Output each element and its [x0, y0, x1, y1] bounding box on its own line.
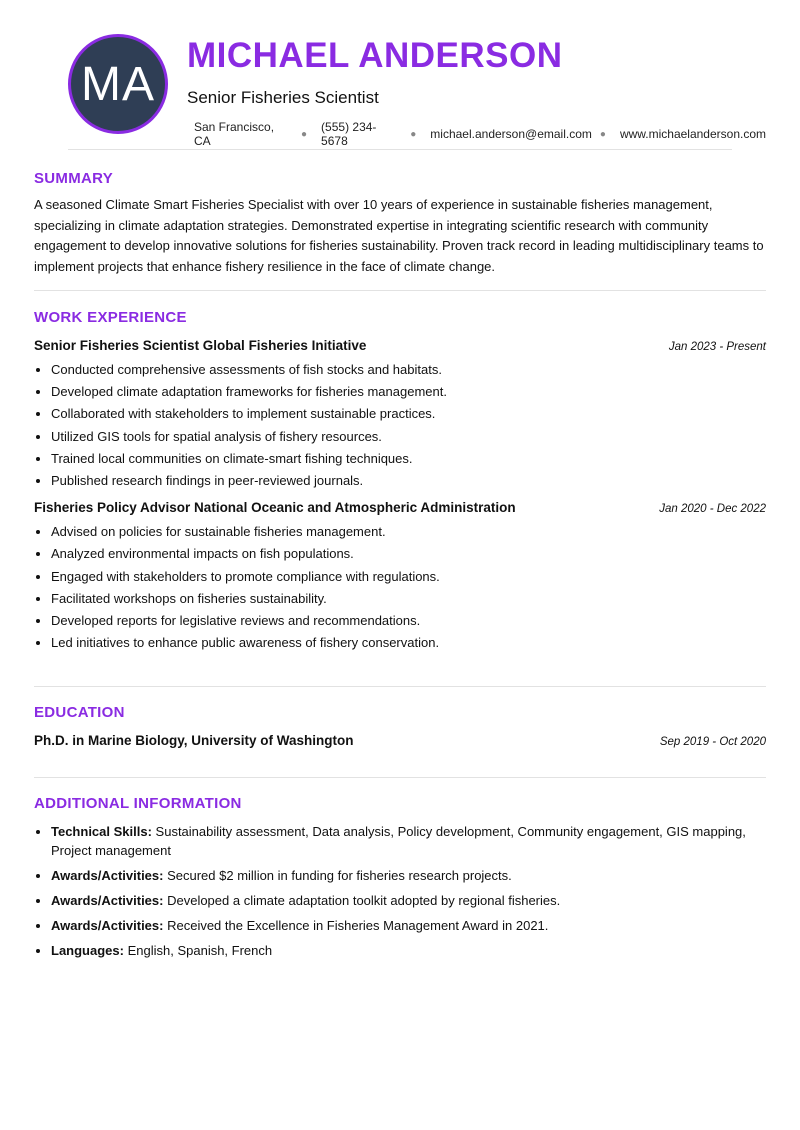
- list-item: [51, 891, 766, 910]
- job-entry: [34, 500, 766, 654]
- candidate-name: MICHAEL ANDERSON: [187, 36, 563, 75]
- bullet-separator-icon: ●: [410, 128, 417, 140]
- list-item: • Analyzed environmental impacts on fish populations.: [51, 543, 766, 565]
- summary-text: A seasoned Climate Smart Fisheries Specialist with over 10 years of experience in sustainable fisheries management, specializing in climate adaptation strategies. Demonstrated expertise in integrating scientific research with community engagement to develop innovative solutions for fisheries sustainability. Proven track record in leading multidisciplinary teams to implement projects that enhance fishery resilience in the face of climate change.: [34, 197, 764, 274]
- info-text: English, Spanish, French: [127, 943, 273, 958]
- contact-location: San Francisco, CA: [194, 120, 275, 148]
- resume-header: [34, 0, 766, 150]
- list-item: [51, 866, 766, 885]
- candidate-title: Senior Fisheries Scientist: [187, 88, 379, 107]
- bullet-separator-icon: ●: [599, 128, 606, 140]
- contact-phone: (555) 234-5678: [321, 120, 377, 148]
- info-label: Awards/Activities:: [51, 918, 164, 933]
- list-item: [51, 916, 766, 935]
- list-item: • Facilitated workshops on fisheries sustainability.: [51, 588, 766, 610]
- info-text: Sustainability assessment, Data analysis, Policy development, Community engagement, GIS mapping, Project management: [51, 824, 746, 858]
- info-text: Developed a climate adaptation toolkit adopted by regional fisheries.: [167, 893, 561, 908]
- list-item: • Led initiatives to enhance public awareness of fishery conservation.: [51, 632, 766, 654]
- contact-website: www.michaelanderson.com: [619, 127, 766, 141]
- additional-info-heading: ADDITIONAL INFORMATION: [34, 795, 242, 812]
- list-item: • Trained local communities on climate-smart fishing techniques.: [51, 448, 766, 470]
- avatar: [68, 34, 168, 134]
- work-experience-heading: WORK EXPERIENCE: [34, 309, 187, 326]
- info-label: Awards/Activities:: [51, 868, 164, 883]
- list-item: • Collaborated with stakeholders to implement sustainable practices.: [51, 403, 766, 425]
- list-item: • Engaged with stakeholders to promote compliance with regulations.: [51, 566, 766, 588]
- education-degree: Ph.D. in Marine Biology, University of Washington: [34, 733, 354, 748]
- avatar-initials: MA: [81, 57, 155, 111]
- list-item: [51, 941, 766, 960]
- summary-section: [34, 170, 766, 277]
- info-label: Technical Skills:: [51, 824, 152, 839]
- info-label: Languages:: [51, 943, 124, 958]
- section-divider: [34, 777, 766, 778]
- info-text: Secured $2 million in funding for fisheries research projects.: [167, 868, 512, 883]
- additional-info-section: [34, 795, 766, 966]
- contact-email: michael.anderson@email.com: [430, 127, 592, 141]
- contact-bar: [194, 120, 766, 148]
- section-divider: [34, 686, 766, 687]
- job-role: Senior Fisheries Scientist Global Fisheries Initiative: [34, 338, 367, 353]
- list-item: • Developed climate adaptation frameworks for fisheries management.: [51, 381, 766, 403]
- section-divider: [34, 290, 766, 291]
- header-divider: [68, 149, 732, 150]
- summary-heading: SUMMARY: [34, 170, 114, 187]
- list-item: • Published research findings in peer-reviewed journals.: [51, 470, 766, 492]
- education-heading: EDUCATION: [34, 704, 125, 721]
- job-dates: Jan 2023 - Present: [668, 341, 766, 353]
- job-dates: Jan 2020 - Dec 2022: [659, 503, 766, 516]
- list-item: • Utilized GIS tools for spatial analysis of fishery resources.: [51, 426, 766, 448]
- work-experience-section: [34, 309, 766, 654]
- list-item: • Conducted comprehensive assessments of fish stocks and habitats.: [51, 359, 766, 381]
- list-item: • Advised on policies for sustainable fisheries management.: [51, 521, 766, 543]
- job-role: Fisheries Policy Advisor National Oceanic and Atmospheric Administration: [34, 500, 516, 516]
- info-text: Received the Excellence in Fisheries Management Award in 2021.: [167, 918, 549, 933]
- job-bullets: [34, 359, 766, 492]
- list-item: • Developed reports for legislative reviews and recommendations.: [51, 610, 766, 632]
- job-entry: [34, 338, 766, 492]
- education-dates: Sep 2019 - Oct 2020: [659, 736, 766, 748]
- additional-info-list: [34, 822, 766, 960]
- job-bullets: [34, 521, 766, 654]
- list-item: [51, 822, 766, 860]
- education-section: [34, 704, 766, 748]
- bullet-separator-icon: ●: [301, 128, 308, 140]
- info-label: Awards/Activities:: [51, 893, 164, 908]
